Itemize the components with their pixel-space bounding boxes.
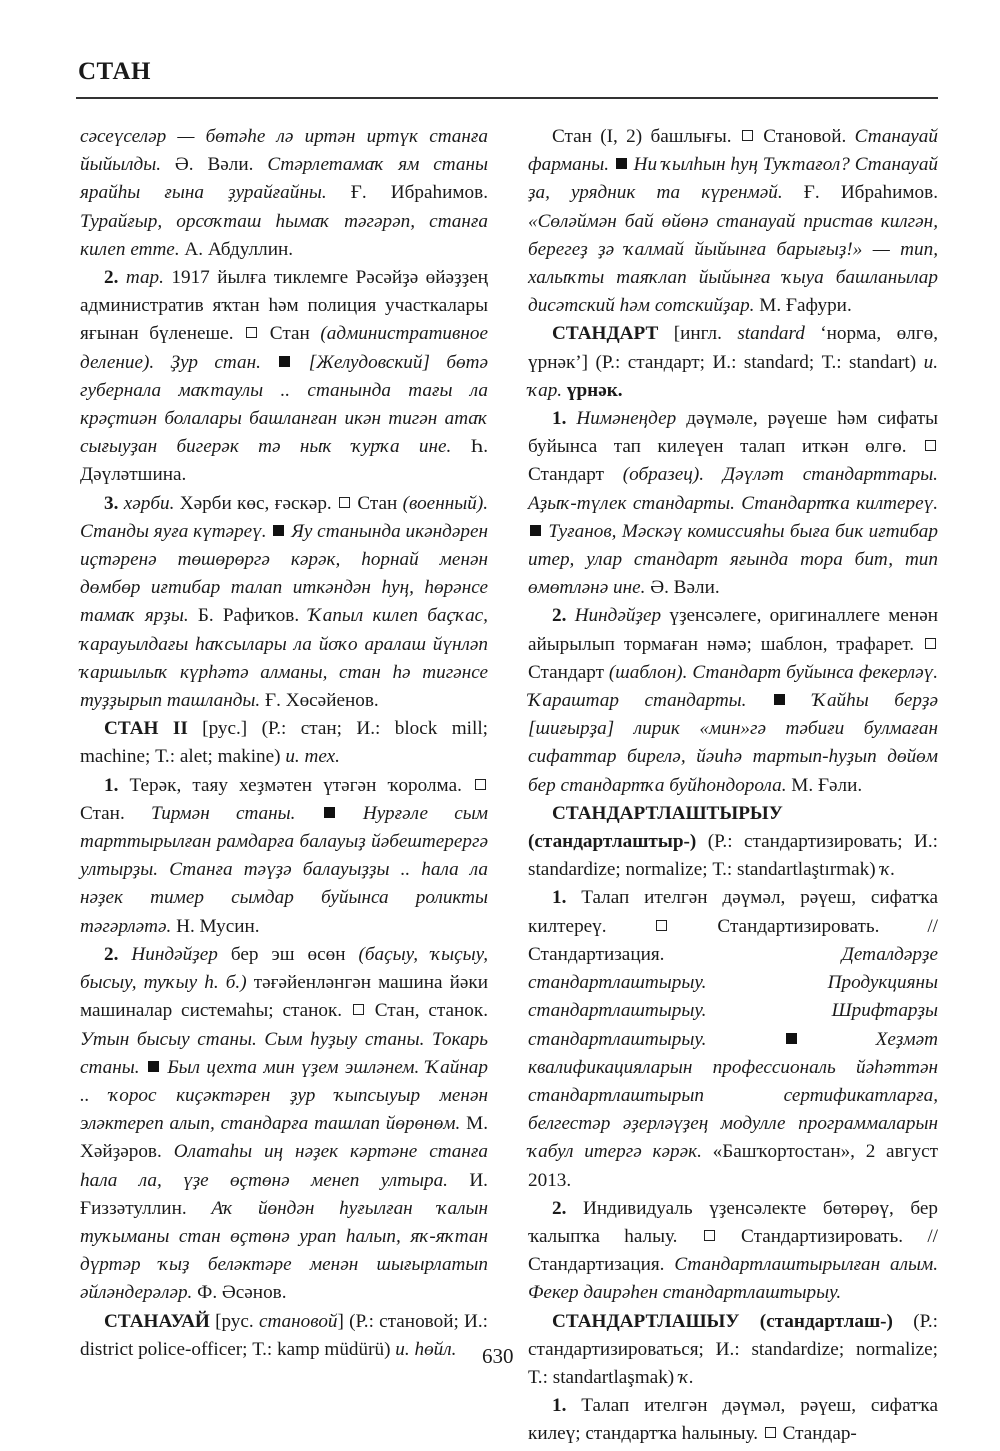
- etymology: [рус.] (Р.: стан; И.: block mill; machine; Т.: alet; makine): [80, 718, 488, 768]
- example-text: Турайғыр, орсоҡташ һымаҡ тәгәрәп, станға килеп етте.: [80, 210, 488, 260]
- open-square-icon: [925, 638, 936, 649]
- part-of-speech: ҡ.: [679, 1366, 694, 1388]
- definition-italic: (баҫыу, ҡыҫыу, бысыу, туҡыу һ. б.): [80, 943, 489, 994]
- example-text: Был цехта мин үҙем эшләнем. Ҡайнар .. ҡорос киҫәктәрен ҙур ҡыпсыуыр менән эләктереп алып, стандарға ташлап йөрөнөм.: [80, 1056, 488, 1135]
- usage-label: тар.: [125, 267, 164, 289]
- stanauai-definition: [528, 123, 938, 320]
- part-of-speech: и. һөйл.: [395, 1338, 457, 1360]
- source-author: Ғ. Ибраһимов.: [782, 182, 939, 204]
- definition-italic: Ниндәйҙер: [131, 943, 218, 965]
- definition: Талап ителгән дәүмәл, рәүеш, сифатҡа килтереү.: [528, 887, 938, 937]
- running-head: СТАН: [78, 58, 151, 85]
- sense-2: [528, 1195, 938, 1308]
- sense-number: 1.: [552, 887, 567, 909]
- sense-number: 1.: [104, 774, 119, 796]
- russian-equivalent: Стан, станок.: [365, 1000, 488, 1022]
- source-author: И. Ғиззәтуллин.: [80, 1169, 488, 1219]
- etymology: [ингл.: [658, 323, 738, 345]
- headword: СТАНАУАЙ: [104, 1310, 210, 1332]
- collocation: Стандартлаштырылған алым. Фекер даирәһен стандартлаштырыу.: [528, 1254, 938, 1304]
- definition-italic: Ниндәйҙер: [574, 605, 662, 627]
- collocation: Утын бысыу станы. Сым һуҙыу станы. Токарь станы.: [80, 1028, 488, 1078]
- page-number: 630: [482, 1344, 514, 1368]
- collocation: Станауай фарманы.: [528, 126, 938, 176]
- example-text: Ҡапыл килеп баҫҡас, ҡарауылдағы һаҡсылары ла йоҡо аралаш йүнләп ҡаршылыҡ күрһәтә алманы, стан һә тигәнсе туҙҙырып ташланды.: [80, 605, 488, 712]
- russian-equivalent: Стандарт: [528, 661, 609, 683]
- source-author: М. Ғәли.: [786, 774, 863, 796]
- source-author: Ә. Вәли.: [161, 154, 268, 176]
- source-author: Н. Мусин.: [171, 915, 260, 937]
- headword-stem: (стандартлаштыр-): [528, 831, 697, 853]
- definition: Стан (I, 2) башлығы.: [552, 126, 740, 147]
- part-of-speech: и. ҡар.: [528, 351, 938, 401]
- example-text: Ни ҡылһын һуң Туҡтағол? Станауай ҙа, урядник та күренмәй.: [528, 154, 939, 204]
- filled-square-icon: [616, 158, 627, 169]
- sense-number: 2.: [104, 943, 119, 965]
- etymology: (Р.: стандартизировать; И.: standardize; normalize; Т.: standartlaştırmak): [528, 831, 938, 881]
- sense-3: [80, 490, 488, 716]
- filled-square-icon: [148, 1061, 159, 1072]
- sense-number: 2.: [552, 1197, 567, 1219]
- sense-1: [528, 405, 938, 602]
- filled-square-icon: [530, 525, 541, 536]
- sense-2: [528, 602, 938, 799]
- example-text: Яу станында икәндәрен иҫтәренә төшөрөргә кәрәк, һорнай менән дөмбөр иғтибар талап иткәндән һуң, һөрәнсе тамаҡ ярҙы.: [80, 520, 488, 627]
- source-author: Ғ. Хөсәйенов.: [260, 690, 379, 712]
- russian-equivalent: Стандар-: [777, 1423, 857, 1445]
- sense-number: 3.: [104, 492, 119, 514]
- source-author: Һ. Дәүләтшина.: [80, 436, 488, 486]
- entry-standartlashtyryu: [528, 800, 938, 885]
- sense-1: [80, 772, 488, 941]
- definition: үҙенсәлеге, оригиналлеге менән айырылып тормаған нәмә; шаблон, трафарет.: [528, 605, 939, 655]
- etymon: standard: [737, 323, 805, 345]
- source-author: Ф. Әсәнов.: [192, 1282, 287, 1304]
- source-author: Ә. Вәли.: [645, 577, 720, 599]
- open-square-icon: [339, 497, 350, 508]
- collocation: (шаблон). Стандарт буйынса фекерләү. Ҡараштар стандарты.: [528, 661, 938, 712]
- right-column: [528, 123, 938, 1449]
- example-text: Олатаһы иң нәҙек кәртәне станға һала ла, үҙе өҫтөнә менеп ултыра.: [80, 1141, 488, 1191]
- etymology: [рус.: [209, 1310, 259, 1332]
- example-text: Ҡайһы берҙә [шиғырҙа] лирик «мин»гә тәбиғи булмаған сифаттар бирелә, йәиһә тартып-һуҙып дөйөм бер стандартҡа буйһондорола.: [528, 690, 939, 796]
- open-square-icon: [246, 327, 257, 338]
- headword: СТАНДАРТЛАШТЫРЫУ: [552, 802, 783, 824]
- definition: дәүмәле, рәүеше һәм сифаты буйынса тап килеүен талап иткән өлгө.: [528, 408, 938, 458]
- russian-equivalent: Становой.: [754, 126, 855, 147]
- example-text: Хеҙмәт квалификацияларын профессиональ йәһәттән стандартлаштырып сертификатларға, белгестәр әҙерләүҙең модулле программаларын ҡабул итергә кәрәк.: [528, 1028, 939, 1163]
- entry-standart: [528, 320, 938, 405]
- collocation: Деталдәрҙе стандартлаштырыу. Продукцияны стандартлаштырыу. Шрифтарҙы стандартлаштырыу.: [528, 943, 938, 1050]
- usage-label: хәрби.: [123, 492, 175, 514]
- headword: СТАНДАРТЛАШЫУ: [552, 1310, 740, 1332]
- sense-number: 1.: [552, 408, 567, 430]
- headword-stem: (стандартлаш-): [739, 1310, 893, 1332]
- etymology: ‘норма, өлгө, үрнәк’] (Р.: стандарт; И.: standard; Т.: standart): [528, 323, 938, 373]
- open-square-icon: [353, 1004, 364, 1015]
- definition: тәғәйенләнгән машина йәки машиналар системаһы; станок.: [80, 972, 488, 1022]
- sense-1: [528, 884, 938, 1194]
- etymology: ] (Р.: становой; И.: district police-officer; Т.: kamp müdürü): [80, 1310, 488, 1360]
- example-text: сәсеүселәр — бөтәһе лә иртән иртүк станға йыйылды.: [80, 126, 488, 176]
- definition: бер эш өсөн: [217, 943, 359, 965]
- sense-1: [528, 1392, 938, 1448]
- open-square-icon: [765, 1427, 776, 1438]
- left-column: [80, 123, 488, 1364]
- example-text: [Желудовский] бөтә губернала маҡтаулы .. станында тағы ла крәҫтиән болалары башланған икән тигән атаҡ сығыуҙан бигерәк тә ныҡ ҡурҡа ине.: [80, 351, 489, 458]
- etymon: становой: [258, 1310, 338, 1332]
- entry-stanauai: [80, 1308, 488, 1364]
- etymology: (Р.: стандартизироваться; И.: standardize; normalize; Т.: standartlaşmak): [528, 1310, 938, 1388]
- definition: Талап ителгән дәүмәл, рәүеш, сифатҡа килеү; стандартҡа һалыныу.: [528, 1395, 938, 1445]
- source-author: Б. Рафиҡов.: [188, 605, 309, 627]
- definition: Индивидуаль үҙенсәлекте бөтөрөү, бер ҡалыпҡа һалыу.: [528, 1197, 938, 1247]
- part-of-speech: и. тех.: [285, 746, 340, 768]
- example-text: Туғанов, Мәскәү комиссияһы быға бик иғтибар итер, улар стандарт яғында тора бит, тип өмөтләнә ине.: [528, 520, 938, 599]
- definition: 1917 йылға тиклемге Рәсәйҙә өйәҙҙең административ яҡтан һәм полиция участкалары яғынан бүленеше.: [80, 267, 488, 345]
- cross-reference: үрнәк.: [562, 379, 623, 401]
- sense-number: 2.: [104, 267, 119, 289]
- example-text: Аҡ йөндән һуғылған ҡалын туҡыманы стан өҫтөнә урап һалып, яҡ-яҡтан дүртәр ҡыҙ беләктәре менән шығырлатып әйләндерәләр.: [80, 1197, 489, 1304]
- filled-square-icon: [774, 694, 785, 705]
- sense-number: 2.: [552, 605, 567, 627]
- collocation: Тирмән станы.: [150, 802, 296, 824]
- russian-gloss: (военный). Станды яуға күтәреү.: [80, 492, 489, 542]
- russian-equivalent: Стандартизировать. // Стандартизация.: [528, 915, 938, 965]
- sense-number: 1.: [552, 1395, 567, 1417]
- sense-2: [80, 941, 488, 1308]
- sense-2: [80, 264, 488, 490]
- source-author: М. Хәйҙәров.: [80, 1113, 488, 1163]
- definition-italic: Нимәнеңдер: [576, 408, 677, 430]
- headword: СТАНДАРТ: [552, 323, 659, 345]
- open-square-icon: [925, 440, 936, 451]
- entry-standartlashyu: [528, 1308, 938, 1393]
- filled-square-icon: [279, 356, 290, 367]
- definition: Терәк, таяу хеҙмәтен үтәгән ҡоролма.: [118, 774, 473, 796]
- header-rule: [76, 97, 938, 99]
- open-square-icon: [742, 130, 753, 141]
- headword: СТАН II: [104, 718, 188, 740]
- russian-equivalent: Стан.: [80, 802, 151, 824]
- collocation: (образец). Дәүләт стандарттары. Аҙыҡ-түлек стандарты. Стандартҡа килтереү.: [528, 464, 938, 514]
- russian-equivalent: Стандартизировать. // Стандартизация.: [528, 1225, 938, 1276]
- part-of-speech: ҡ.: [880, 859, 896, 881]
- example-text: «Сөләймән бай өйөнә станауай пристав килгән, берегеҙ ҙә ҡалмай йыйынға барығыҙ!» — тип, халыҡты таяҡлап йыйынға ҡыуа башланылар дисәтский һәм сотскийҙар.: [528, 210, 938, 317]
- example-text: Стәрлетамаҡ ям станы ярайһы ғына ҙурайғайны.: [80, 154, 489, 204]
- open-square-icon: [656, 920, 667, 931]
- source-author: «Башҡортостан», 2 август 2013.: [528, 1141, 938, 1191]
- russian-equivalent: Стан: [352, 492, 403, 514]
- source-author: А. Абдуллин.: [179, 238, 294, 260]
- source-author: Ғ. Ибраһимов.: [326, 182, 488, 204]
- russian-equivalent: Стандарт: [528, 464, 623, 486]
- continuation-paragraph: [80, 123, 488, 264]
- filled-square-icon: [273, 525, 284, 536]
- entry-stan-ii: [80, 715, 488, 771]
- russian-equivalent: Стан: [259, 323, 321, 345]
- open-square-icon: [704, 1230, 715, 1241]
- russian-gloss: (административное деление). Ҙур стан.: [80, 323, 488, 373]
- filled-square-icon: [324, 807, 335, 818]
- filled-square-icon: [786, 1033, 797, 1044]
- open-square-icon: [475, 779, 486, 790]
- source-author: М. Ғафури.: [754, 295, 852, 317]
- definition: Хәрби көс, ғәскәр.: [174, 492, 338, 514]
- example-text: Нурғәле сым тарттырылған рамдарға балауыҙ йәбештерергә ултырҙы. Станға тәүҙә балауыҙҙы .. һала ла нәҙек тимер сымдар буйынса роликты тәгәрләтә.: [80, 802, 488, 937]
